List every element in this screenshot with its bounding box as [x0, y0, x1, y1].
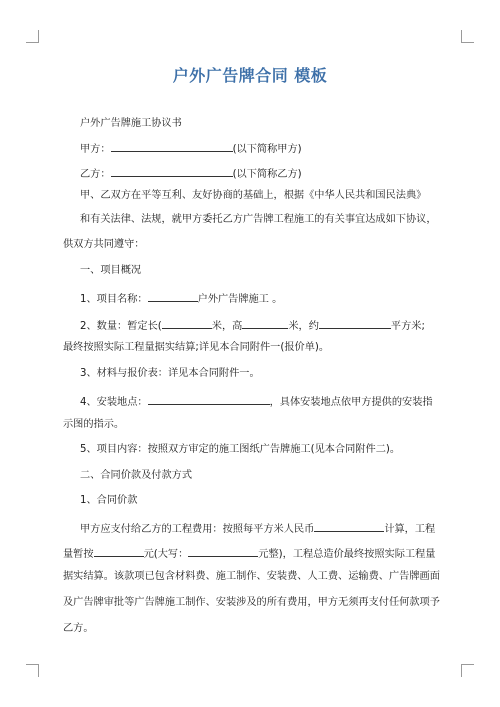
project-name-value: 户外广告牌施工 。	[197, 294, 283, 305]
project-name-label: 1、项目名称：	[80, 294, 148, 305]
materials-line: 3、材料与报价表：详见本合同附件一。	[80, 368, 260, 379]
fee-line-1	[80, 520, 435, 537]
unit-price-blank[interactable]	[314, 520, 384, 532]
fee-line-2	[63, 545, 435, 562]
fee-text-3: 量暂按	[63, 549, 94, 560]
fee-text-2: 计算，工程	[384, 524, 436, 535]
fee-text-1: 甲方应支付给乙方的工程费用：按照每平方米人民币	[80, 524, 315, 535]
corner-mark-bottom-left	[26, 664, 39, 677]
project-name-line	[80, 290, 282, 307]
quantity-label: 2、数量：暂定长(	[80, 321, 162, 332]
location-line	[80, 393, 433, 410]
quantity-line-2: 最终按照实际工程量据实结算;详见本合同附件一(报价单)。	[63, 342, 330, 353]
party-b-line	[80, 165, 302, 182]
project-content-line: 5、项目内容：按照双方审定的施工图纸广告牌施工(见本合同附件二)。	[80, 444, 401, 455]
fee-line-5: 乙方。	[63, 623, 94, 634]
project-name-blank[interactable]	[148, 290, 198, 302]
location-line-2: 示图的指示。	[63, 419, 125, 430]
fee-text-4: 元(大写：	[143, 549, 189, 560]
amount-blank[interactable]	[94, 545, 144, 557]
party-a-note: (以下简称甲方)	[232, 144, 302, 155]
party-b-blank[interactable]	[111, 165, 233, 177]
section-2-heading: 二、合同价款及付款方式	[80, 470, 193, 481]
quantity-unit-text: 平方米;	[390, 321, 425, 332]
fee-line-3: 据实结算。该款项已包含材料费、施工制作、安装费、人工费、运输费、广告牌画面	[63, 571, 440, 582]
location-text: ，具体安装地点依甲方提供的安装指	[269, 397, 433, 408]
fee-line-4: 及广告牌审批等广告牌施工制作、安装涉及的所有费用，甲方无须再支付任何款项予	[63, 597, 440, 608]
amount-words-blank[interactable]	[188, 545, 258, 557]
location-label: 4、安装地点：	[80, 397, 148, 408]
fee-text-5: 元整)，工程总造价最终按照实际工程量	[258, 549, 436, 560]
section-1-heading: 一、项目概况	[80, 265, 142, 276]
quantity-height-text: 米，高	[211, 321, 243, 332]
quantity-line	[80, 317, 425, 334]
preamble-line-3: 供双方共同遵守：	[63, 239, 145, 250]
location-blank[interactable]	[148, 393, 270, 405]
quantity-area-text: 米，约	[288, 321, 319, 332]
height-blank[interactable]	[242, 317, 288, 329]
corner-mark-top-left	[26, 30, 39, 43]
length-blank[interactable]	[162, 317, 212, 329]
party-b-note: (以下简称乙方)	[232, 169, 302, 180]
party-b-label: 乙方：	[80, 169, 111, 180]
party-a-blank[interactable]	[111, 140, 233, 152]
area-blank[interactable]	[319, 317, 391, 329]
party-a-label: 甲方：	[80, 144, 111, 155]
preamble-line-1: 甲、乙双方在平等互利、友好协商的基础上，根据《中华人民共和国民法典》	[80, 190, 427, 201]
contract-price-heading: 1、合同价款	[80, 495, 138, 506]
corner-mark-top-right	[461, 30, 474, 43]
party-a-line	[80, 140, 302, 157]
heading-agreement: 户外广告牌施工协议书	[80, 118, 182, 129]
corner-mark-bottom-right	[461, 664, 474, 677]
document-title: 户外广告牌合同 模板	[172, 66, 328, 85]
preamble-line-2: 和有关法律、法规，就甲方委托乙方广告牌工程施工的有关事宜达成如下协议，	[80, 214, 437, 225]
